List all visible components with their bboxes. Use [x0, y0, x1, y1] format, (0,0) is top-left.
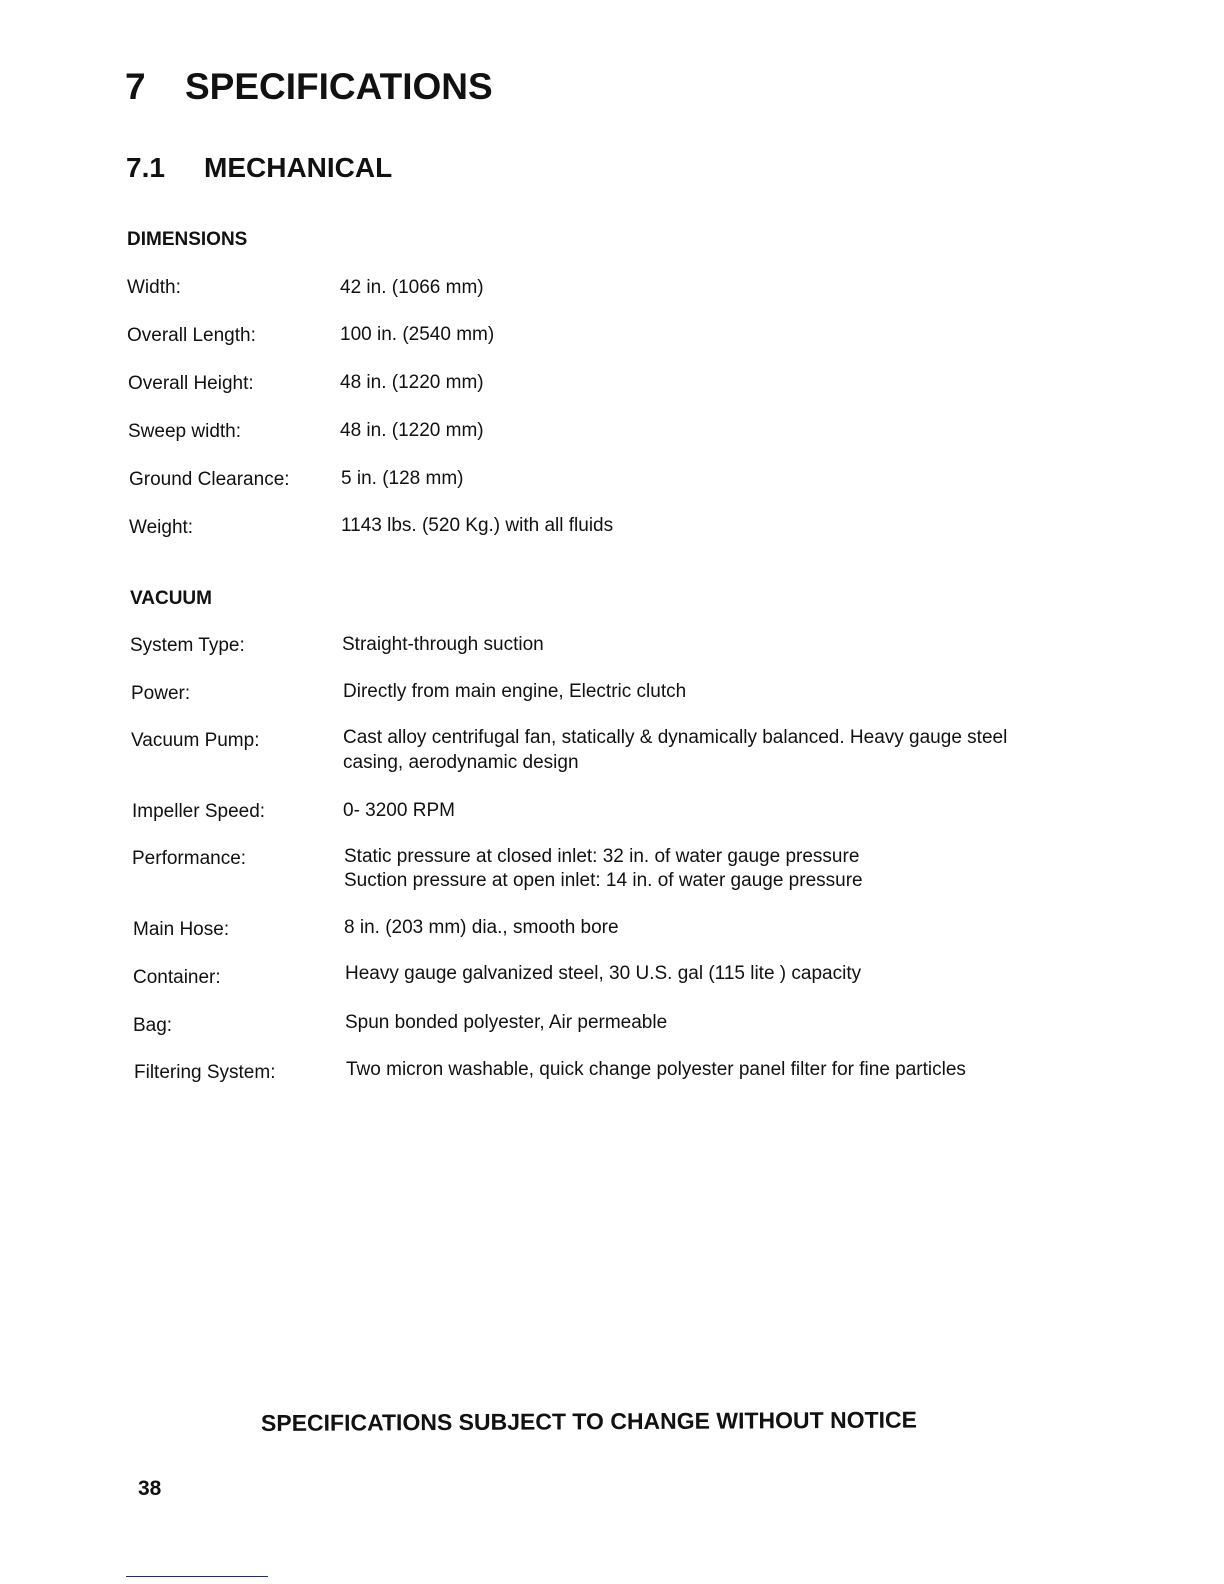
dimensions-heading: DIMENSIONS [127, 229, 248, 250]
section-heading [126, 152, 392, 184]
spec-label: Width: [127, 277, 181, 298]
spec-value: Heavy gauge galvanized steel, 30 U.S. gal (115 lite ) capacity [345, 963, 862, 984]
spec-label: Sweep width: [128, 421, 242, 442]
spec-value: 42 in. (1066 mm) [340, 277, 484, 298]
spec-label: Main Hose: [133, 919, 230, 940]
vacuum-heading: VACUUM [130, 588, 212, 609]
spec-value-continued: Suction pressure at open inlet: 14 in. of water gauge pressure [344, 870, 863, 891]
footer-rule [126, 1576, 268, 1577]
chapter-number: 7 [125, 66, 146, 107]
spec-value: Straight-through suction [342, 634, 544, 655]
spec-label: Overall Height: [128, 373, 254, 394]
section-number: 7.1 [126, 152, 165, 183]
spec-value: 48 in. (1220 mm) [340, 372, 484, 393]
spec-value: 0- 3200 RPM [343, 800, 455, 821]
spec-value: 1143 lbs. (520 Kg.) with all fluids [341, 515, 614, 536]
spec-value: 48 in. (1220 mm) [340, 420, 484, 441]
spec-label: Filtering System: [134, 1062, 276, 1083]
spec-value: Spun bonded polyester, Air permeable [345, 1012, 668, 1033]
spec-label: Weight: [129, 517, 194, 538]
spec-label: Impeller Speed: [132, 801, 266, 822]
page-number: 38 [138, 1477, 162, 1500]
spec-label: Power: [131, 683, 191, 704]
spec-value: Cast alloy centrifugal fan, statically & dynamically balanced. Heavy gauge steel [343, 727, 1008, 748]
spec-label: Performance: [132, 848, 247, 869]
spec-label: Overall Length: [127, 325, 256, 346]
section-title: MECHANICAL [204, 152, 393, 183]
chapter-heading [125, 66, 493, 108]
spec-value: Two micron washable, quick change polyester panel filter for fine particles [346, 1059, 966, 1080]
spec-label: System Type: [130, 635, 245, 656]
spec-label: Ground Clearance: [129, 469, 290, 490]
spec-label: Vacuum Pump: [131, 730, 260, 751]
spec-value: Static pressure at closed inlet: 32 in. of water gauge pressure [344, 846, 860, 867]
spec-value: 5 in. (128 mm) [341, 468, 464, 489]
spec-value: 100 in. (2540 mm) [340, 324, 495, 345]
chapter-title: SPECIFICATIONS [185, 66, 493, 107]
footer-notice: SPECIFICATIONS SUBJECT TO CHANGE WITHOUT NOTICE [260, 1406, 918, 1436]
spec-value: Directly from main engine, Electric clutch [343, 681, 687, 702]
spec-label: Container: [133, 967, 221, 988]
spec-value-continued: casing, aerodynamic design [343, 752, 579, 773]
spec-value: 8 in. (203 mm) dia., smooth bore [344, 917, 619, 938]
spec-label: Bag: [133, 1015, 173, 1036]
